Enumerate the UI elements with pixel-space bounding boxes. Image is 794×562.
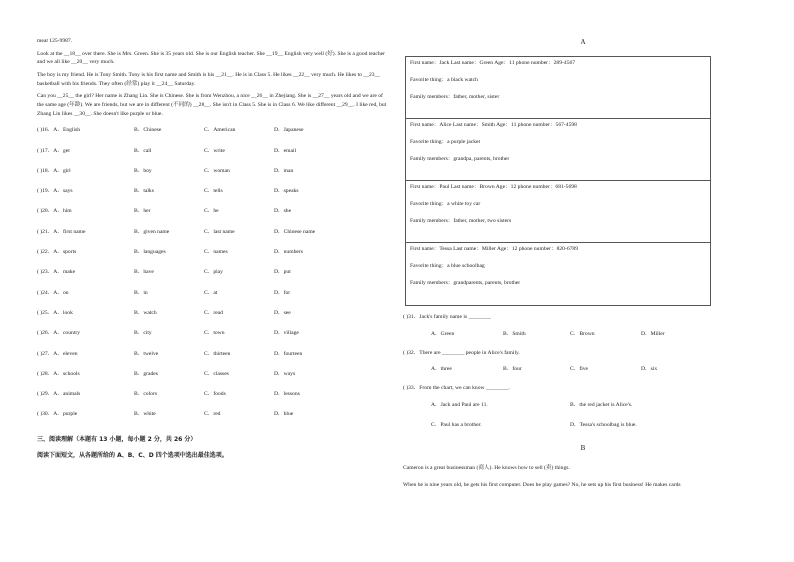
option-row-20: [37, 207, 387, 227]
q31-option-c: C．Brown: [570, 330, 595, 337]
cloze-paragraph-3: Can you __25__ the girl? Her name is Zhang Lin. She is Chinese. She is from Wenzhou, a nice __26__ in Zhejiang. She is __27__ years old and we are of the same age (年龄). We are friends, but we are in different (不同的) __28__. She isn't in Class 5. She is in Class 6. We like different __29__. I like red, but Zhang Lin likes __30__. She doesn't like purple or blue.: [37, 93, 387, 117]
info-card-tessa: [406, 243, 710, 305]
option-q20-a: ( )20．A．him: [37, 208, 72, 215]
card-line-name: First name：Alice Last name：Smith Age：11 phone number：567-4598: [410, 121, 577, 128]
q33-option-d: D．Tessa's schoolbag is blue.: [570, 421, 637, 428]
card-line-favorite: Favorite thing：a black watch: [410, 77, 478, 83]
option-q17-d: D．email: [274, 147, 297, 154]
info-card-alice: [406, 119, 710, 181]
option-q27-d: D．fourteen: [274, 350, 303, 357]
option-q16-c: C．American: [204, 127, 236, 134]
q32-option-b: B．four: [503, 366, 522, 373]
option-q25-d: D．see: [274, 309, 291, 316]
info-table: [405, 56, 711, 306]
option-row-16: [37, 126, 387, 146]
option-q23-d: D．put: [274, 269, 291, 276]
option-q27-a: ( )27．A．eleven: [37, 350, 78, 357]
option-q24-b: B．in: [134, 289, 148, 296]
passage-b-paragraph-2: When he is nine years old, he gets his first computer. Does he play games? No, he sets up his first business! He makes cards: [403, 482, 681, 489]
card-line-favorite: Favorite thing：a blue schoolbag: [410, 263, 485, 269]
card-line-name: First name：Tessa Last name：Miller Age：12 phone number：820-6789: [410, 245, 579, 252]
option-q20-b: B．her: [134, 208, 151, 215]
option-q21-b: B．given name: [134, 228, 170, 235]
option-q30-a: ( )30．A．purple: [37, 411, 78, 418]
option-q16-a: ( )16．A．English: [37, 127, 81, 134]
question-32: ( )32．There are ________ people in Alice's family.: [403, 349, 520, 356]
option-q29-b: B．colors: [134, 391, 157, 398]
option-row-18: [37, 167, 387, 187]
card-line-family: Family members：grandparents, parents, brother: [410, 280, 521, 287]
option-q26-b: B．city: [134, 330, 152, 337]
option-q19-c: C．tells: [204, 188, 223, 195]
option-q27-c: C．thirteen: [204, 350, 231, 357]
card-line-favorite: Favorite thing：a white toy car: [410, 201, 481, 207]
section-title: 三、阅读理解（本题有 13 小题，每小题 2 分，共 26 分）: [37, 435, 197, 443]
option-q25-a: ( )25．A．look: [37, 309, 73, 316]
option-q16-d: D．Japanese: [274, 127, 304, 134]
card-line-name: First name：Jack Last name：Green Age：11 phone number：289-4567: [410, 59, 576, 66]
option-q23-a: ( )23．A．make: [37, 269, 76, 276]
q33-option-a: A．Jack and Paul are 11.: [431, 401, 488, 408]
option-q17-c: C．write: [204, 147, 225, 154]
question-31-options: [431, 322, 763, 342]
option-row-24: [37, 289, 387, 309]
option-q21-a: ( )21．A．first name: [37, 228, 86, 235]
option-q22-c: C．names: [204, 249, 228, 256]
option-q26-c: C．town: [204, 330, 225, 337]
option-q17-b: B．call: [134, 147, 152, 154]
option-row-22: [37, 248, 387, 268]
card-line-family: Family members：father, mother, sister: [410, 94, 500, 101]
option-q18-a: ( )18．A．girl: [37, 167, 71, 174]
option-q25-b: B．watch: [134, 309, 157, 316]
q31-option-d: D．Miller: [641, 330, 665, 337]
q31-option-b: B．Smith: [503, 330, 526, 337]
option-q22-b: B．languages: [134, 249, 166, 256]
card-line-family: Family members：father, mother, two sisters: [410, 218, 512, 225]
option-q30-d: D．blue: [274, 411, 294, 418]
option-row-23: [37, 268, 387, 288]
passage-b-label: B: [580, 443, 586, 452]
option-q16-b: B．Chinese: [134, 127, 162, 134]
info-card-jack: [406, 57, 710, 119]
option-q29-a: ( )29．A．animals: [37, 391, 81, 398]
option-row-28: [37, 370, 387, 390]
option-q25-c: C．read: [204, 309, 223, 316]
card-line-name: First name：Paul Last name：Brown Age：12 phone number：681-5698: [410, 183, 577, 190]
option-q29-d: D．lessons: [274, 391, 300, 398]
option-q18-d: D．man: [274, 167, 294, 174]
option-q19-b: B．talks: [134, 188, 154, 195]
option-q23-b: B．have: [134, 269, 154, 276]
question-31: ( )31．Jack's family name is ________: [403, 313, 491, 320]
question-32-options: [431, 357, 763, 377]
option-row-29: [37, 390, 387, 410]
card-line-family: Family members：grandpa, parents, brother: [410, 156, 510, 163]
option-q18-c: C．woman: [204, 167, 230, 174]
option-q20-d: D．she: [274, 208, 292, 215]
option-q21-c: C．last name: [204, 228, 235, 235]
option-q19-a: ( )19．A．says: [37, 188, 73, 195]
right-column: [403, 37, 763, 490]
option-q30-c: C．red: [204, 411, 221, 418]
option-q29-c: C．foods: [204, 391, 226, 398]
cloze-paragraph-1: Look at the __18__ over there. She is Mrs. Green. She is 35 years old. She is our English teacher. She __19__ English very well (好). She is a good teacher and we all like __20__ very much.: [37, 50, 385, 66]
card-line-favorite: Favorite thing：a purple jacket: [410, 139, 481, 145]
passage-b-paragraph-1: Cameron is a great businessman (商人). He knows how to sell (卖) things.: [403, 464, 570, 471]
option-q28-b: B．grades: [134, 370, 158, 377]
option-q21-d: D．Chinese name: [274, 228, 316, 235]
passage-a-label: A: [580, 38, 586, 46]
left-column: [37, 37, 387, 460]
option-row-17: [37, 147, 387, 167]
option-q26-a: ( )26．A．country: [37, 330, 81, 337]
top-fragment: meat 125-9987.: [37, 38, 73, 44]
q33-option-c: C．Paul has a brother.: [431, 421, 482, 428]
option-q23-c: C．play: [204, 269, 223, 276]
q32-option-a: A．three: [431, 366, 452, 373]
option-q30-b: B．white: [134, 411, 156, 418]
section-instruction: 阅读下面短文，从各题所给的 A、B、C、D 四个选项中选出最佳选项。: [37, 452, 228, 459]
option-q28-a: ( )28．A．schools: [37, 370, 80, 377]
q33-option-b: B．the red jacket is Alice's.: [570, 401, 633, 408]
options-list: [37, 126, 387, 430]
option-row-26: [37, 329, 387, 349]
option-q17-a: ( )17．A．get: [37, 147, 70, 154]
option-q26-d: D．village: [274, 330, 299, 337]
option-row-19: [37, 187, 387, 207]
question-33: ( )33．From the chart, we can know ________.: [403, 385, 510, 392]
option-row-25: [37, 309, 387, 329]
option-q28-d: D．ways: [274, 370, 296, 377]
option-row-21: [37, 228, 387, 248]
info-card-paul: [406, 181, 710, 243]
q32-option-c: C．five: [570, 366, 589, 373]
q31-option-a: A．Green: [431, 330, 455, 337]
option-q24-d: D．for: [274, 289, 291, 296]
cloze-paragraph-2: The boy is my friend. He is Tony Smith. Tony is his first name and Smith is his __21__. He is in Class 5. He likes __22__ very much. He likes to __23__ basketball with his friends. They often (经常) play it __24__ Saturday.: [37, 71, 381, 87]
option-q24-c: C．at: [204, 289, 218, 296]
option-q22-a: ( )22．A．sports: [37, 249, 77, 256]
option-q27-b: B．twelve: [134, 350, 159, 357]
option-q28-c: C．classes: [204, 370, 229, 377]
option-row-30: [37, 410, 387, 430]
option-q20-c: C．he: [204, 208, 219, 215]
option-q18-b: B．boy: [134, 167, 152, 174]
option-q22-d: D．numbers: [274, 249, 303, 256]
q32-option-d: D．six: [641, 366, 658, 373]
option-row-27: [37, 350, 387, 370]
option-q24-a: ( )24．A．on: [37, 289, 69, 296]
option-q19-d: D．speaks: [274, 188, 299, 195]
question-33-options-cd: [431, 413, 763, 433]
question-33-options-ab: [431, 393, 763, 413]
